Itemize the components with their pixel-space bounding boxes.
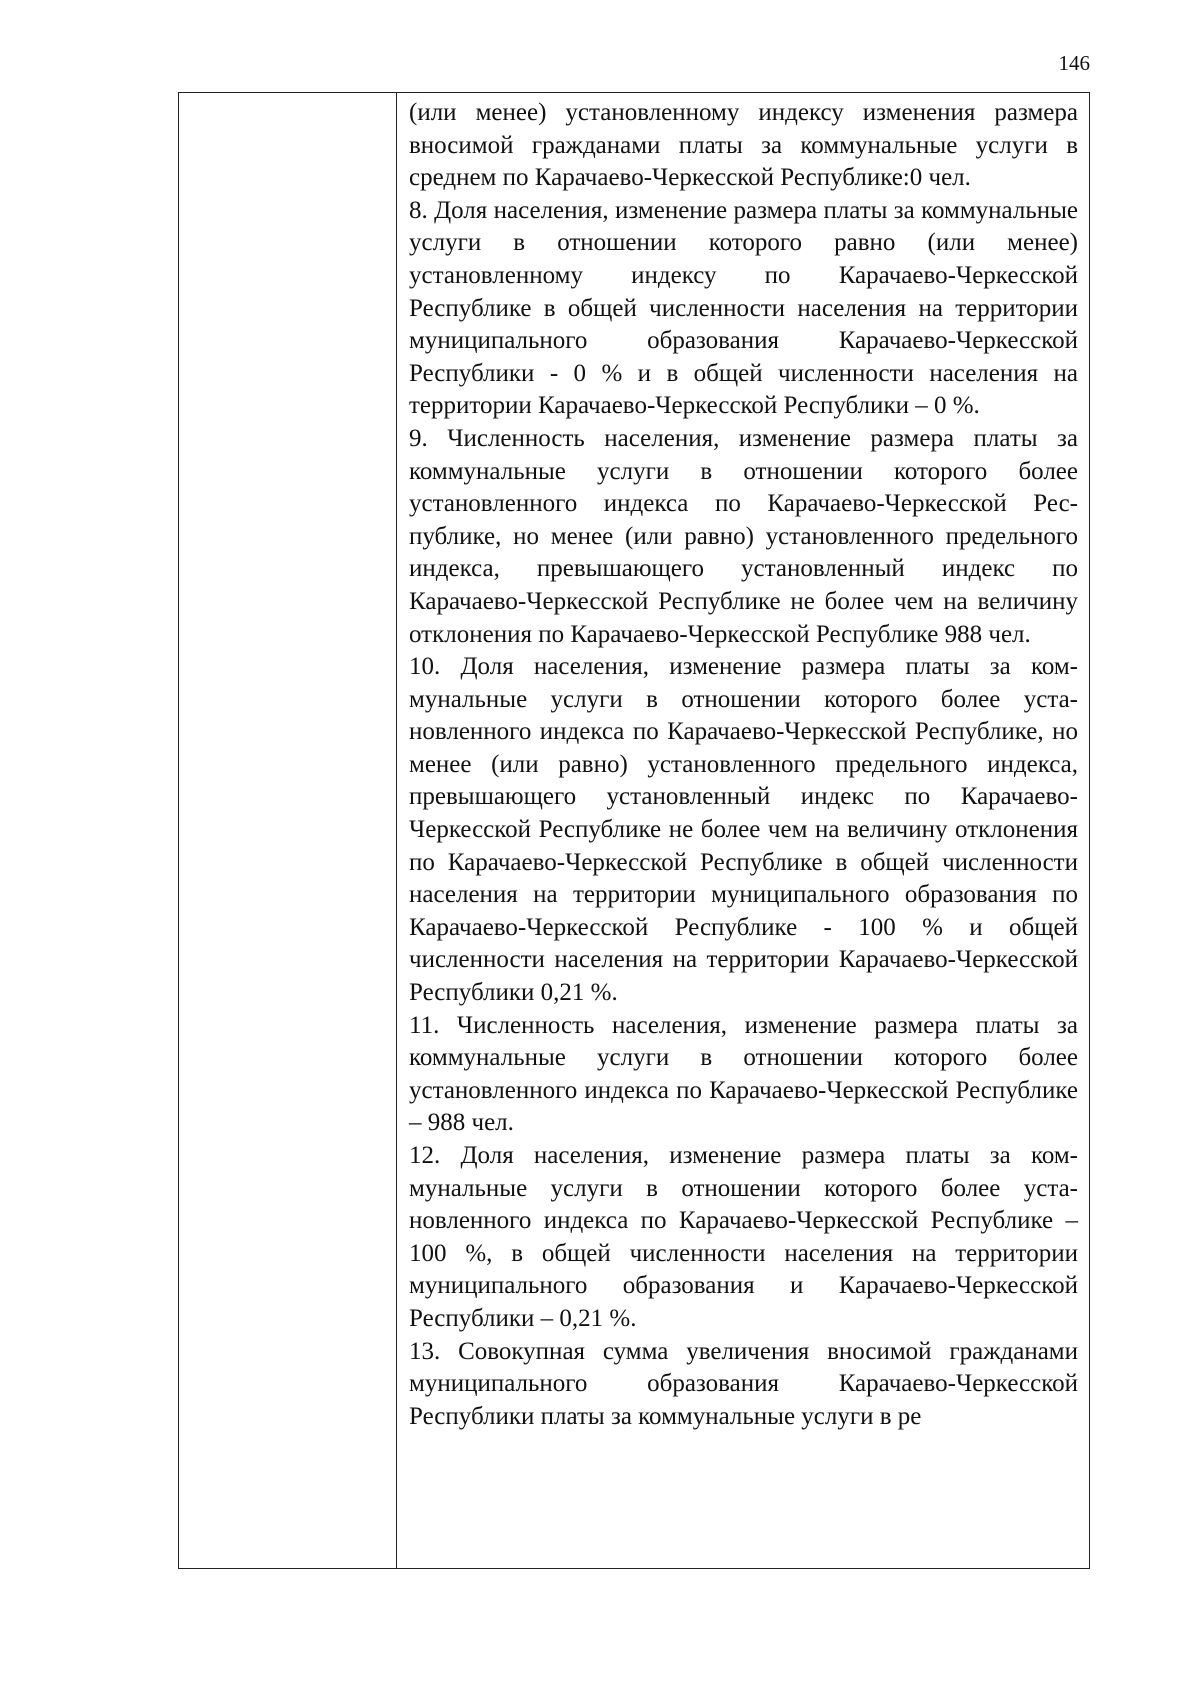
paragraph-item-10: 10. Доля населения, изменение размера платы за коммунальные услуги в отношении которого более установленного индекса по Карачаево-Черкесской Республике, но менее (или равно) установленного предельного индекса, превышающего установленный индекс по Карачаево-Черкесской Республике не более чем на величину отклонения по Карачаево-Черкесской Республике в общей численности населения на территории муниципального образования по Карачаево-Черкесской Республике - 100 % и общей численности населения на территории Карачаево-Черкесской Республики 0,21 %. [409, 653, 1078, 1007]
paragraph-7-continuation: (или менее) установленному индексу изменения размера вносимой гражданами платы за коммунальные услуги в среднем по Карачаево-Черкесской Республике:0 чел. [409, 99, 1078, 192]
paragraph-item-13: 13. Совокупная сумма увеличения вносимой гражданами муниципального образования Карачаево-Черкесской Республики платы за коммунальные услуги в ре [409, 1337, 1078, 1430]
document-table [178, 92, 1090, 1569]
paragraph-item-12: 12. Доля населения, изменение размера платы за коммунальные услуги в отношении которого более установленного индекса по Карачаево-Черкесской Республике – 100 %, в общей численности населения на территории муниципального образования и Карачаево-Черкесской Республики – 0,21 %. [409, 1142, 1078, 1332]
paragraph-item-11: 11. Численность населения, изменение размера платы за коммунальные услуги в отношении которого более установленного индекса по Карачаево-Черкесской Республике – 988 чел. [409, 1011, 1078, 1137]
table-left-cell [179, 93, 397, 1568]
paragraph-item-9: 9. Численность населения, изменение размера платы за коммунальные услуги в отношении которого более установленного индекса по Карачаево-Черкесской Республике, но менее (или равно) установленного предельного индекса, превышающего установленный индекс по Карачаево-Черкесской Республике не более чем на величину отклонения по Карачаево-Черкесской Республике 988 чел. [409, 424, 1078, 648]
table-right-cell [397, 93, 1089, 1568]
paragraph-item-8: 8. Доля населения, изменение размера платы за коммунальные услуги в отношении которого равно (или менее) установленному индексу по Карачаево-Черкесской Республике в общей численности населения на территории муниципального образования Карачаево-Черкесской Республики - 0 % и в общей численности населения на территории Карачаево-Черкесской Республики – 0 %. [409, 196, 1078, 420]
page-number: 146 [1058, 51, 1090, 75]
